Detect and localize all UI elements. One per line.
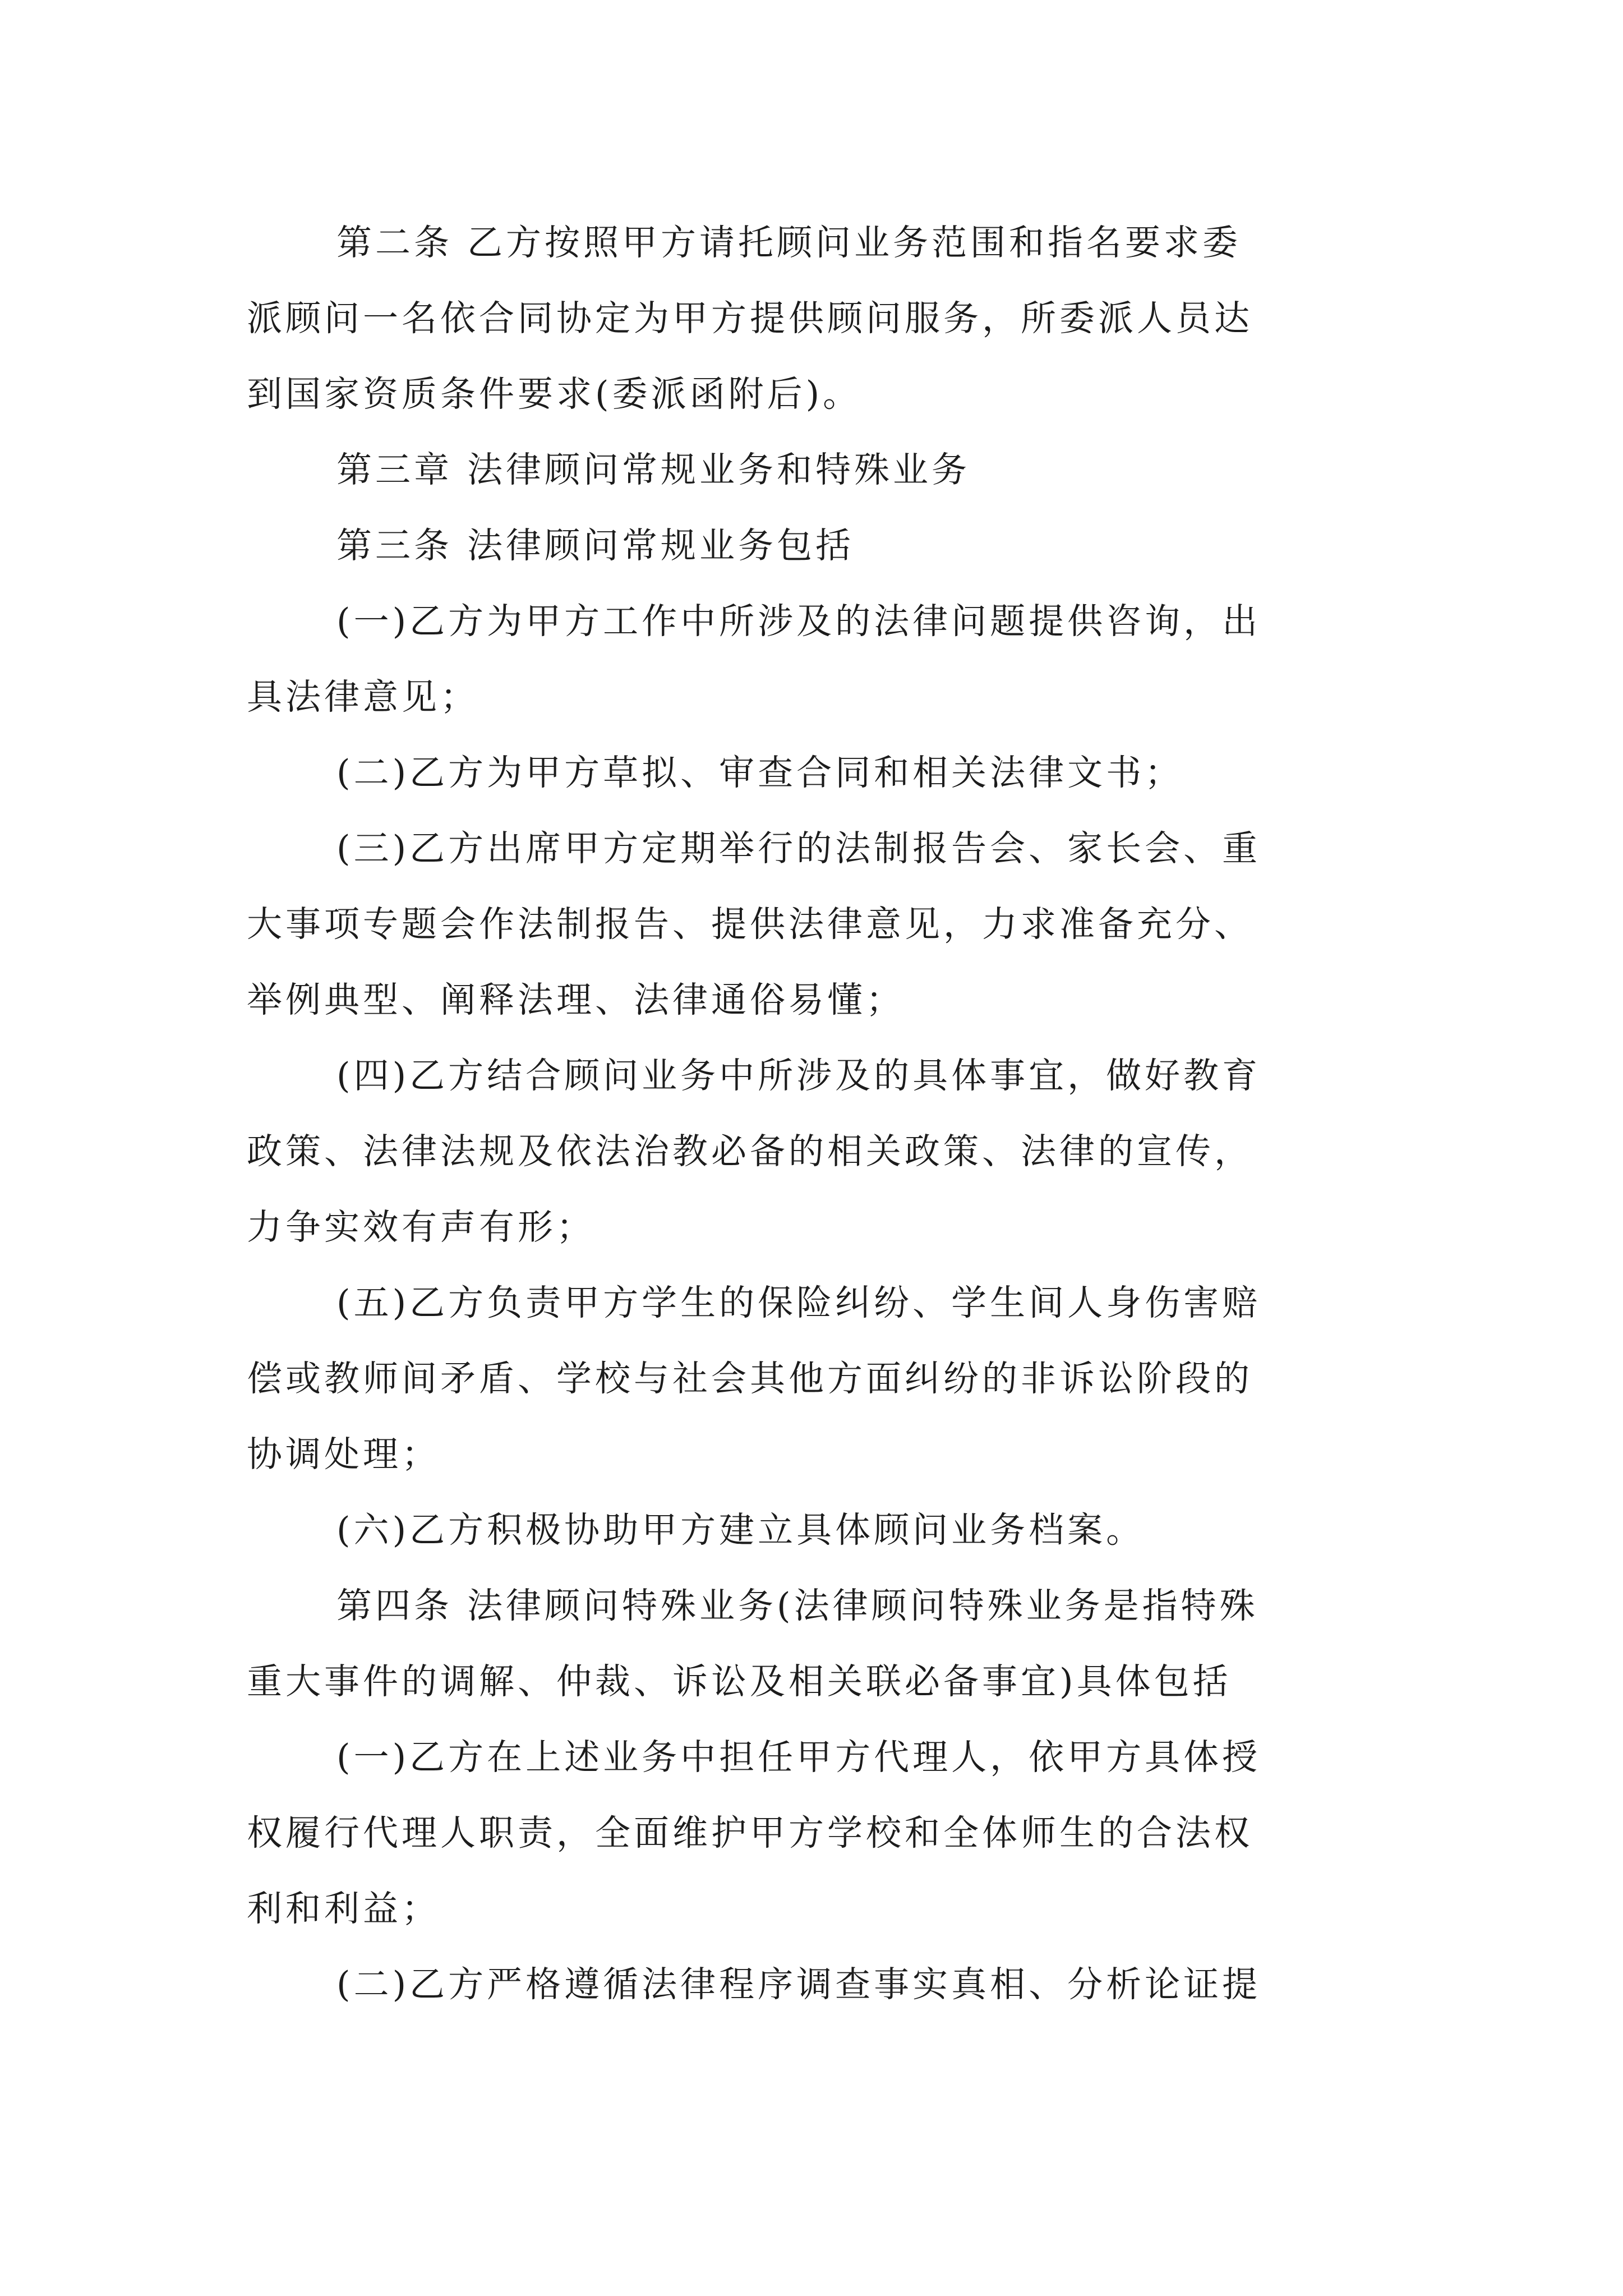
text-line: 权履行代理人职责，全面维护甲方学校和全体师生的合法权 [247,1812,1253,1853]
text-line: 具法律意见； [247,677,479,717]
chapter-3-heading: 第三章 法律顾问常规业务和特殊业务 [336,449,971,490]
text-line: 政策、法律法规及依法治教必备的相关政策、法律的宣传， [247,1131,1253,1172]
text-line: 力争实效有声有形； [247,1207,595,1248]
text-line: (二)乙方严格遵循法律程序调查事实真相、分析论证提 [336,1964,1261,2005]
text-line: (三)乙方出席甲方定期举行的法制报告会、家长会、重 [336,828,1261,869]
text-line: (五)乙方负责甲方学生的保险纠纷、学生间人身伤害赔 [336,1282,1261,1323]
text-line: 派顾问一名依合同协定为甲方提供顾问服务，所委派人员达 [247,298,1253,339]
text-line: (二)乙方为甲方草拟、审查合同和相关法律文书； [336,752,1184,793]
text-line: 利和利益； [247,1888,440,1929]
text-line: (一)乙方在上述业务中担任甲方代理人，依甲方具体授 [336,1737,1261,1778]
text-line: 大事项专题会作法制报告、提供法律意见，力求准备充分、 [247,904,1253,945]
text-line: 到国家资质条件要求(委派函附后)。 [247,374,862,415]
text-line: (四)乙方结合顾问业务中所涉及的具体事宜，做好教育 [336,1055,1261,1096]
text-line: 举例典型、阐释法理、法律通俗易懂； [247,979,905,1020]
text-line: 第二条 乙方按照甲方请托顾问业务范围和指名要求委 [336,222,1242,263]
text-line: 第四条 法律顾问特殊业务(法律顾问特殊业务是指特殊 [336,1585,1258,1626]
text-line: 协调处理； [247,1434,440,1475]
article-3-heading: 第三条 法律顾问常规业务包括 [336,525,855,566]
text-line: (一)乙方为甲方工作中所涉及的法律问题提供咨询，出 [336,601,1261,642]
text-line: 重大事件的调解、仲裁、诉讼及相关联必备事宜)具体包括 [247,1661,1232,1702]
text-line: 偿或教师间矛盾、学校与社会其他方面纠纷的非诉讼阶段的 [247,1358,1253,1399]
text-line: (六)乙方积极协助甲方建立具体顾问业务档案。 [336,1510,1145,1550]
